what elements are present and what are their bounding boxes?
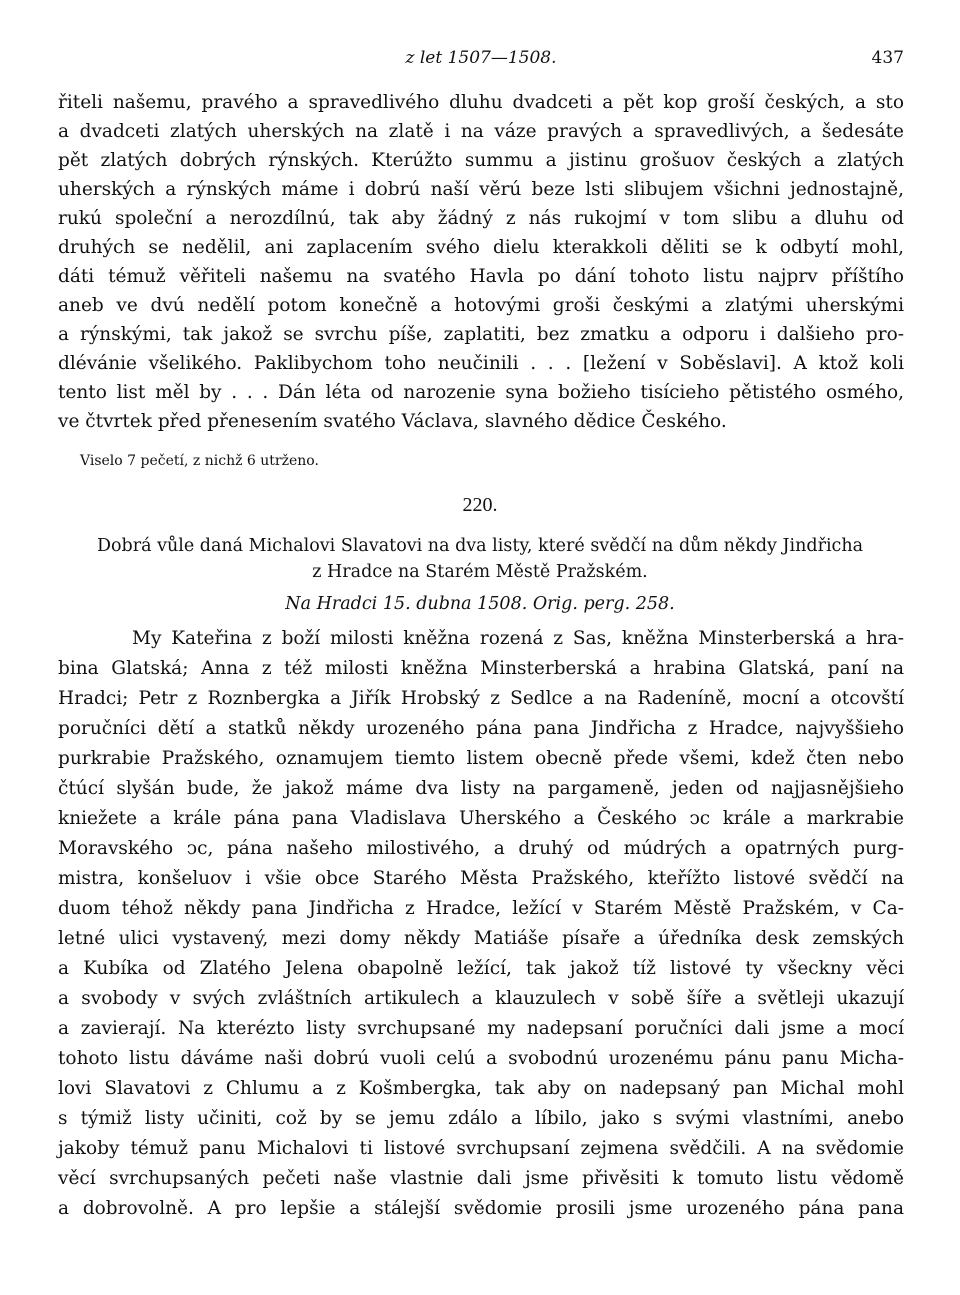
body-line: bina Glatská; Anna z též milosti kněžna Minsterberská a hrabina Glatská, paní na	[58, 658, 904, 679]
body-line: a svobody v svých zvláštních artikulech a klauzulech v sobě šíře a světleji ukazují	[58, 988, 904, 1009]
body-line: My Kateřina z boží milosti kněžna rozená z Sas, kněžna Minsterberská a hra-	[132, 628, 904, 649]
text-line: aneb ve dvú nedělí potom konečně a hotovými groši českými a zlatými uherskými	[58, 295, 904, 316]
text-line: řiteli našemu, pravého a spravedlivého dluhu dvadceti a pět kop groší českých, a sto	[58, 92, 904, 113]
text-line: druhých se nedělil, ani zaplacením svého dielu kterakkoli děliti se k odbytí mohl,	[58, 237, 904, 258]
body-line: letné ulici vystavený, mezi domy někdy Matiáše písaře a úředníka desk zemských	[58, 928, 904, 949]
body-line: čtúcí slyšán bude, že jakož máme dva listy na pargameně, jeden od najjasnějšieho	[58, 778, 904, 799]
body-line: poručníci dětí a statků někdy urozeného pána pana Jindřicha z Hradce, najvyššieho	[58, 718, 904, 739]
body-line: Moravského ͻc, pána našeho milostivého, a druhý od múdrých a opatrných purg-	[58, 838, 904, 859]
text-line: tento list měl by . . . Dán léta od narozenie syna božieho tisícieho pětistého osmého,	[58, 382, 904, 403]
body-line: Hradci; Petr z Roznbergka a Jiřík Hrobský z Sedlce a na Radeníně, mocní a otcovští	[58, 688, 904, 709]
body-line: kniežete a krále pána pana Vladislava Uherského a Českého ͻc krále a markrabie	[58, 808, 904, 829]
body-line: jakoby témuž panu Michalovi ti listové svrchupsaní zejmena svědčili. A na svědomie	[58, 1138, 904, 1159]
body-line: věcí svrchupsaných pečeti naše vlastnie dali jsme přivěsiti k tomuto listu vědomě	[58, 1168, 904, 1189]
document-dateline: Na Hradci 15. dubna 1508. Orig. perg. 258.	[285, 594, 675, 614]
text-line: ve čtvrtek před přenesením svatého Václava, slavného dědice Českého.	[58, 411, 727, 432]
text-line: dlévánie všelikého. Paklibychom toho neučinili . . . [ležení v Soběslavi]. A ktož koli	[58, 353, 904, 374]
document-title-line: Dobrá vůle daná Michalovi Slavatovi na dva listy, které svědčí na dům někdy Jindřicha	[96, 536, 864, 556]
running-title: z let 1507—1508.	[405, 48, 557, 68]
body-line: s týmiž listy učiniti, což by se jemu zdálo a líbilo, jako s svými vlastními, anebo	[58, 1108, 904, 1129]
body-line: mistra, konšeluov i všie obce Starého Města Pražského, kteřížto listové svědčí na	[58, 868, 904, 889]
body-line: purkrabie Pražského, oznamujem tiemto listem obecně přede všemi, kdež čten nebo	[58, 748, 904, 769]
document-title-line: z Hradce na Starém Městě Pražském.	[312, 562, 648, 582]
text-line: dáti témuž věřiteli našemu na svatého Havla po dání tohoto listu najprv příštího	[58, 266, 904, 287]
text-line: a rýnskými, tak jakož se svrchu píše, zaplatiti, bez zmatku a odporu i dalšieho pro-	[58, 324, 904, 345]
page-header	[58, 48, 904, 72]
body-line: tohoto listu dáváme naši dobrú vuoli celú a svobodnú urozenému pánu panu Micha-	[58, 1048, 904, 1069]
body-line: a zavierají. Na kterézto listy svrchupsané my nadepsaní poručníci dali jsme a mocí	[58, 1018, 904, 1039]
body-line: lovi Slavatovi z Chlumu a z Košmbergka, tak aby on nadepsaný pan Michal mohl	[58, 1078, 904, 1099]
text-line: a dvadceti zlatých uherských na zlatě i na váze pravých a spravedlivých, a šedesáte	[58, 121, 904, 142]
body-line: a Kubíka od Zlatého Jelena obapolně ležící, tak jakož tíž listové ty všeckny věci	[58, 958, 904, 979]
page-number: 437	[871, 48, 904, 68]
text-line: pět zlatých dobrých rýnských. Kterúžto summu a jistinu grošuov českých a zlatých	[58, 150, 904, 171]
text-line: uherských a rýnských máme i dobrú naší věrú beze lsti slibujem všichni jednostajně,	[58, 179, 904, 200]
document-number: 220.	[462, 494, 498, 516]
text-line: rukú společní a nerozdílnú, tak aby žádný z nás rukojmí v tom slibu a dluhu od	[58, 208, 904, 229]
body-line: a dobrovolně. A pro lepšie a stálejší svědomie prosili jsme urozeného pána pana	[58, 1198, 904, 1219]
seal-note: Viselo 7 pečetí, z nichž 6 utrženo.	[80, 453, 319, 469]
body-line: duom téhož někdy pana Jindřicha z Hradce, ležící v Starém Městě Pražském, v Ca-	[58, 898, 904, 919]
